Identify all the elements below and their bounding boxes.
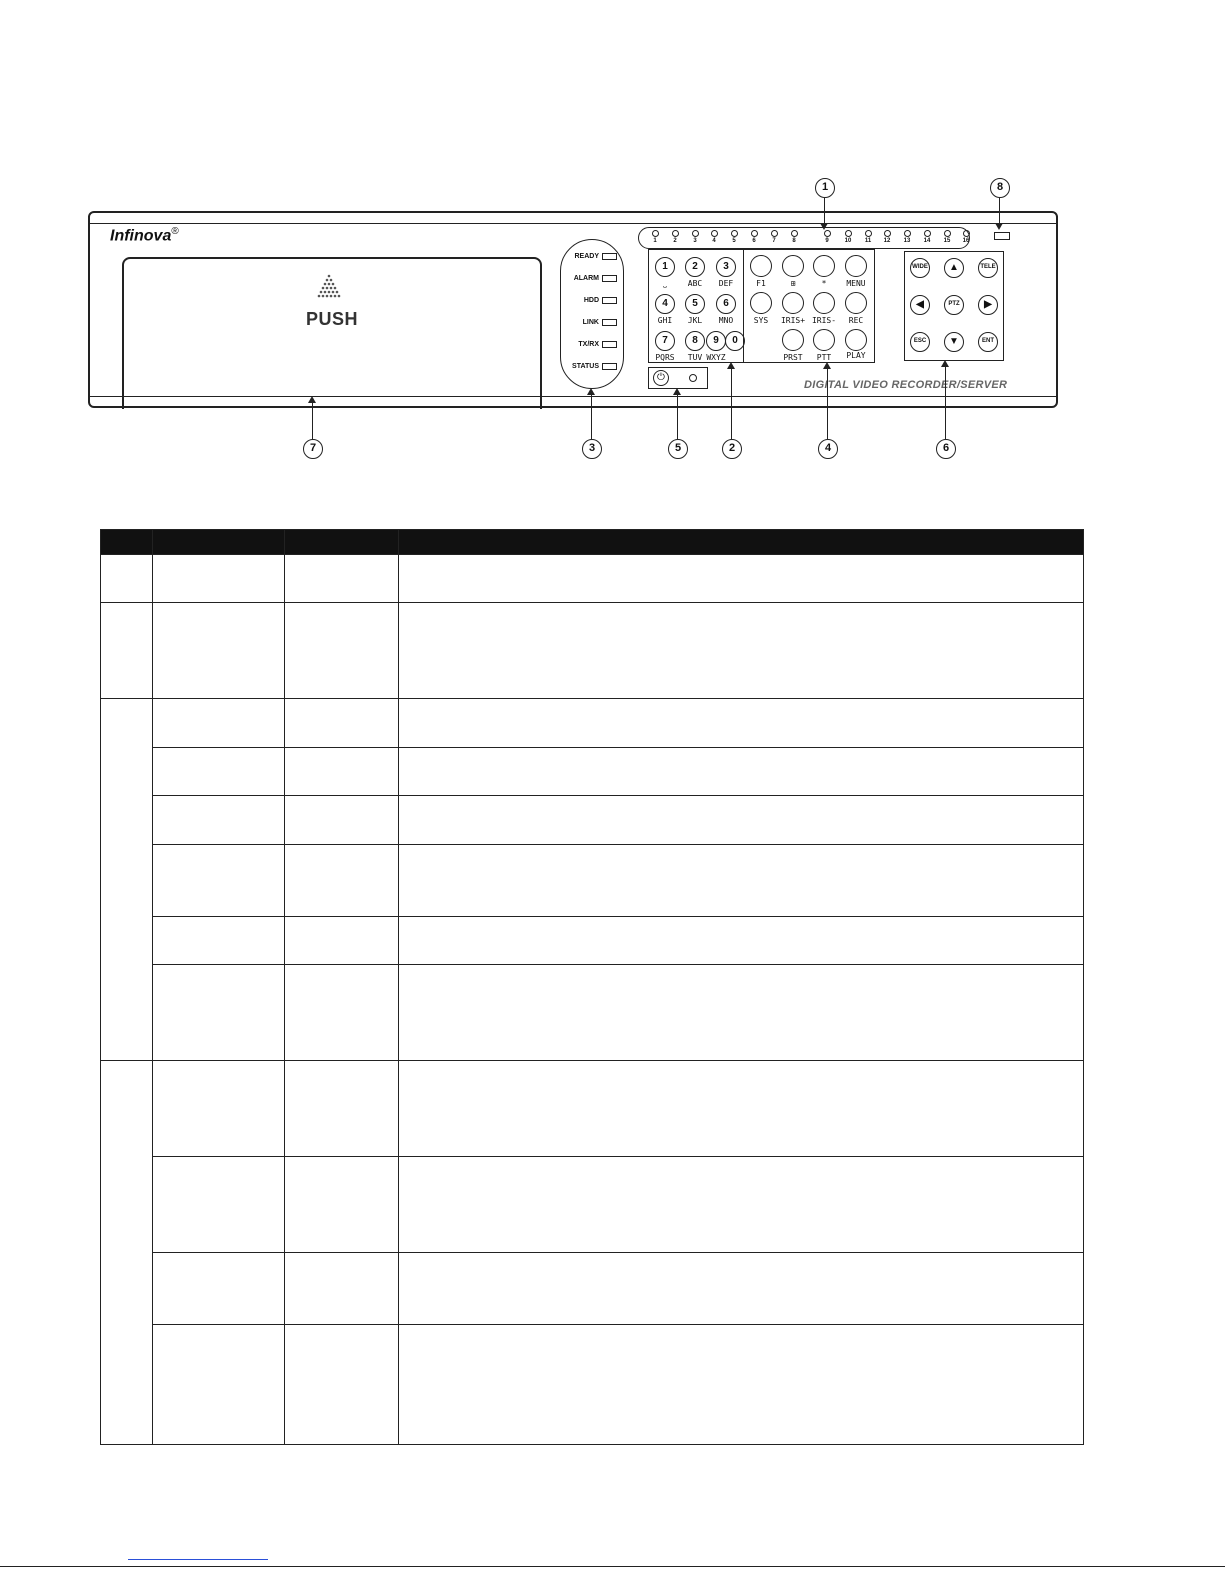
link-led-icon xyxy=(602,319,617,326)
network-led-icon xyxy=(994,232,1010,240)
right-arrow-icon[interactable]: ▶ xyxy=(978,295,998,315)
iris-minus-label: IRIS- xyxy=(811,316,837,325)
brand-name: Infinova xyxy=(110,227,172,245)
channel-led: 1 xyxy=(648,230,662,244)
f1-button[interactable] xyxy=(750,255,772,277)
table-header-cell xyxy=(399,530,1084,555)
channel-led: 14 xyxy=(920,230,934,244)
key-label: WXYZ xyxy=(706,353,726,362)
key-label: TUV xyxy=(687,353,703,362)
table-row xyxy=(101,699,1084,748)
sys-button[interactable] xyxy=(750,292,772,314)
callout-6: 6 xyxy=(936,439,956,459)
dvr-front-panel xyxy=(88,211,1058,408)
callout-1: 1 xyxy=(815,178,835,198)
sys-label: SYS xyxy=(753,316,769,325)
key-8[interactable]: 8 xyxy=(685,331,705,351)
footer-rule xyxy=(0,1566,1225,1567)
left-arrow-icon[interactable]: ◀ xyxy=(910,295,930,315)
key-0[interactable]: 0 xyxy=(725,331,745,351)
push-label: PUSH xyxy=(306,309,359,329)
menu-button[interactable] xyxy=(845,255,867,277)
key-label: GHI xyxy=(657,316,673,325)
txrx-led-icon xyxy=(602,341,617,348)
ptt-button[interactable] xyxy=(813,329,835,351)
ptz-keypad xyxy=(904,251,1004,361)
status-led-icon xyxy=(602,363,617,370)
power-group xyxy=(648,367,708,389)
channel-led: 3 xyxy=(688,230,702,244)
wide-button[interactable]: WIDE xyxy=(910,258,930,278)
table-row xyxy=(101,965,1084,1061)
power-icon[interactable]: ⏻ xyxy=(653,370,669,386)
key-5[interactable]: 5 xyxy=(685,294,705,314)
multiscreen-label: ⊞ xyxy=(790,279,796,288)
indicator-txrx: TX/RX xyxy=(565,338,621,352)
f1-label: F1 xyxy=(756,279,766,288)
key-9[interactable]: 9 xyxy=(706,331,726,351)
play-label: PLAY xyxy=(846,351,866,360)
channel-led: 4 xyxy=(707,230,721,244)
alarm-led-icon xyxy=(602,275,617,282)
indicator-status: STATUS xyxy=(565,360,621,374)
channel-led: 9 xyxy=(820,230,834,244)
table-row xyxy=(101,748,1084,796)
callout-2-arrow xyxy=(731,364,732,439)
table-row xyxy=(101,796,1084,845)
channel-led: 12 xyxy=(880,230,894,244)
play-button[interactable] xyxy=(845,329,867,351)
rec-label: REC xyxy=(848,316,864,325)
table-row xyxy=(101,1061,1084,1157)
table-header-cell xyxy=(285,530,399,555)
indicator-alarm: ALARM xyxy=(565,272,621,286)
callout-5: 5 xyxy=(668,439,688,459)
callout-6-arrow xyxy=(945,362,946,439)
channel-led: 16 xyxy=(959,230,973,244)
key-label: PQRS xyxy=(655,353,675,362)
callout-8-arrow xyxy=(999,198,1000,228)
down-arrow-icon[interactable]: ▼ xyxy=(944,332,964,352)
indicator-ready: READY xyxy=(565,250,621,264)
push-dots-icon xyxy=(312,273,346,307)
table-header-row xyxy=(101,530,1084,555)
table-row xyxy=(101,1325,1084,1445)
ent-button[interactable]: ENT xyxy=(978,332,998,352)
table-row xyxy=(101,845,1084,917)
callout-4: 4 xyxy=(818,439,838,459)
brand-logo xyxy=(110,226,179,245)
multiscreen-button[interactable] xyxy=(782,255,804,277)
channel-led: 11 xyxy=(861,230,875,244)
channel-led: 15 xyxy=(940,230,954,244)
model-text: DIGITAL VIDEO RECORDER/SERVER xyxy=(804,379,1008,391)
channel-led: 7 xyxy=(767,230,781,244)
key-6[interactable]: 6 xyxy=(716,294,736,314)
numeric-keypad xyxy=(648,249,744,363)
up-arrow-icon[interactable]: ▲ xyxy=(944,258,964,278)
table-row xyxy=(101,1157,1084,1253)
channel-led: 13 xyxy=(900,230,914,244)
table-row xyxy=(101,1253,1084,1325)
prst-button[interactable] xyxy=(782,329,804,351)
hdd-led-icon xyxy=(602,297,617,304)
callout-7: 7 xyxy=(303,439,323,459)
esc-button[interactable]: ESC xyxy=(910,332,930,352)
callout-3: 3 xyxy=(582,439,602,459)
footer-link-underline[interactable] xyxy=(128,1559,268,1560)
prst-label: PRST xyxy=(783,353,803,362)
iris-plus-label: IRIS+ xyxy=(780,316,806,325)
channel-led-strip xyxy=(638,227,970,249)
callout-1-arrow xyxy=(824,198,825,228)
channel-led: 10 xyxy=(841,230,855,244)
iris-plus-button[interactable] xyxy=(782,292,804,314)
function-keypad xyxy=(743,249,875,363)
ready-led-icon xyxy=(602,253,617,260)
key-3[interactable]: 3 xyxy=(716,257,736,277)
star-label: * xyxy=(821,279,827,288)
callout-4-arrow xyxy=(827,364,828,439)
panel-top-line xyxy=(90,223,1056,224)
indicator-link: LINK xyxy=(565,316,621,330)
star-button[interactable] xyxy=(813,255,835,277)
callout-3-arrow xyxy=(591,390,592,439)
iris-minus-button[interactable] xyxy=(813,292,835,314)
key-label: DEF xyxy=(718,279,734,288)
key-4[interactable]: 4 xyxy=(655,294,675,314)
spec-table xyxy=(100,529,1084,1445)
indicator-hdd: HDD xyxy=(565,294,621,308)
key-2[interactable]: 2 xyxy=(685,257,705,277)
key-label: MNO xyxy=(718,316,734,325)
tele-button[interactable]: TELE xyxy=(978,258,998,278)
callout-5-arrow xyxy=(677,390,678,439)
channel-led: 8 xyxy=(787,230,801,244)
power-led-icon xyxy=(689,374,697,382)
channel-led: 6 xyxy=(747,230,761,244)
table-row xyxy=(101,555,1084,603)
ptt-label: PTT xyxy=(816,353,832,362)
key-label: JKL xyxy=(687,316,703,325)
registered-mark: ® xyxy=(171,226,179,237)
table-header-cell xyxy=(101,530,153,555)
key-7[interactable]: 7 xyxy=(655,331,675,351)
menu-label: MENU xyxy=(846,279,866,288)
channel-led: 2 xyxy=(668,230,682,244)
callout-2: 2 xyxy=(722,439,742,459)
status-indicator-group xyxy=(560,239,624,389)
callout-8: 8 xyxy=(990,178,1010,198)
callout-7-arrow xyxy=(312,398,313,439)
front-door[interactable] xyxy=(122,257,542,409)
table-row xyxy=(101,917,1084,965)
ptz-button[interactable]: PTZ xyxy=(944,295,964,315)
key-1[interactable]: 1 xyxy=(655,257,675,277)
table-header-cell xyxy=(153,530,285,555)
table-row xyxy=(101,603,1084,699)
key-label: ⎵ xyxy=(663,279,667,288)
rec-button[interactable] xyxy=(845,292,867,314)
key-label: ABC xyxy=(687,279,703,288)
channel-led: 5 xyxy=(727,230,741,244)
